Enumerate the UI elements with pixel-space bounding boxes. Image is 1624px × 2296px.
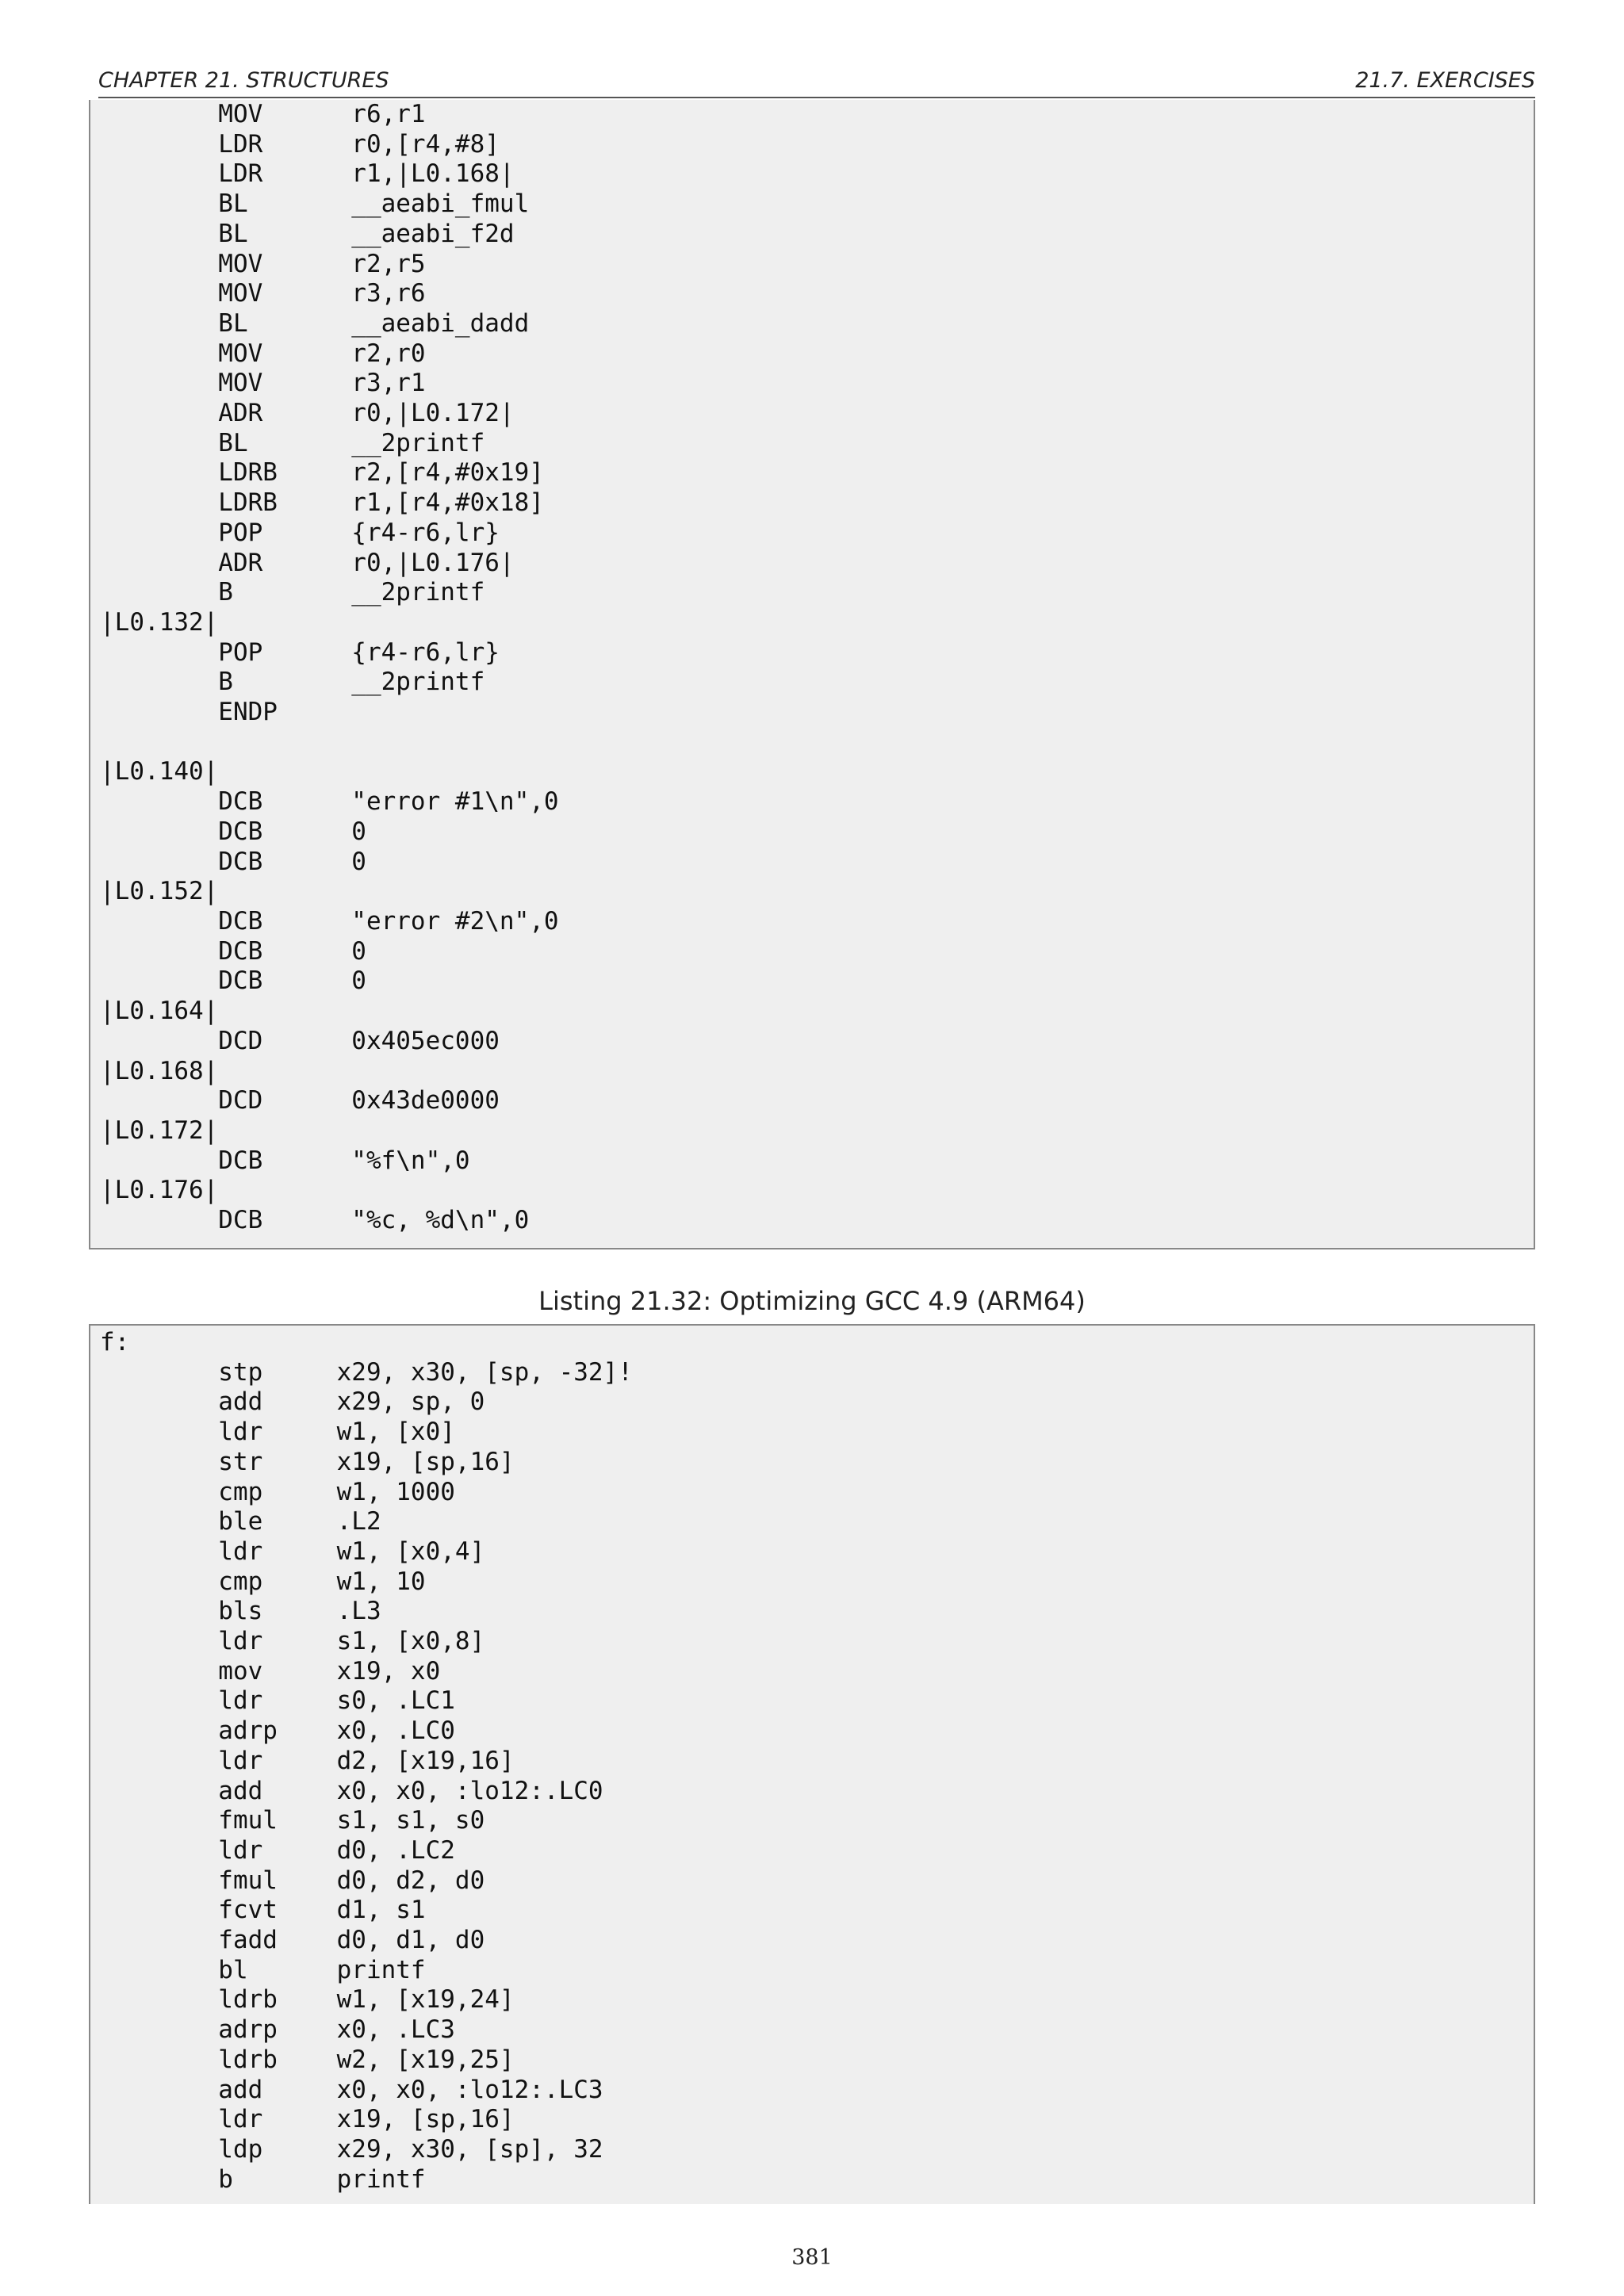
code-listing-arm — [89, 100, 1535, 1249]
section-title: 21.7. EXERCISES — [1355, 68, 1535, 93]
page-number: 381 — [791, 2245, 833, 2270]
code-text: f: stp x29, x30, [sp, -32]! add x29, sp, 0 ldr w1, [x0] str x19, [sp,16] cmp w1, 1000 ble .L2 ldr w1, [x0,4] cmp w1, 10 bls .L3 ldr s1, [x0,8] mov x19, x0 ldr s0, .LC1 adrp x0, .LC0 ldr d2, [x19,16] add x0, x0, :lo12:.LC0 fmul s1, s1, s0 ldr d0, .LC2 fmul d0, d2, d0 fcvt d1, s1 fadd d0, d1, d0 bl printf ldrb w1, [x19,24] adrp x0, .LC3 ldrb w2, [x19,25] add x0, x0, :lo12:.LC3 ldr x19, [sp,16] ldp x29, x30, [sp], 32 b printf — [100, 1328, 633, 2194]
page-header — [98, 68, 1535, 98]
code-listing-arm64 — [89, 1324, 1535, 2204]
chapter-title: CHAPTER 21. STRUCTURES — [98, 68, 389, 93]
code-text: MOV r6,r1 LDR r0,[r4,#8] LDR r1,|L0.168| BL __aeabi_fmul BL __aeabi_f2d MOV r2,r5 MOV r3,r6 BL __aeabi_dadd MOV r2,r0 MOV r3,r1 ADR r0,|L0.172| BL __2printf LDRB r2,[r4,#0x19] LDRB r1,[r4,#0x18] POP {r4-r6,lr} ADR r0,|L0.176| B __2printf |L0.132| POP {r4-r6,lr} B __2printf ENDP |L0.140| DCB "error #1\n",0 DCB 0 DCB 0 |L0.152| DCB "error #2\n",0 DCB 0 DCB 0 |L0.164| DCD 0x405ec000 |L0.168| DCD 0x43de0000 |L0.172| DCB "%f\n",0 |L0.176| DCB "%c, %d\n",0 — [100, 100, 559, 1235]
listing-caption: Listing 21.32: Optimizing GCC 4.9 (ARM64) — [538, 1286, 1086, 1316]
